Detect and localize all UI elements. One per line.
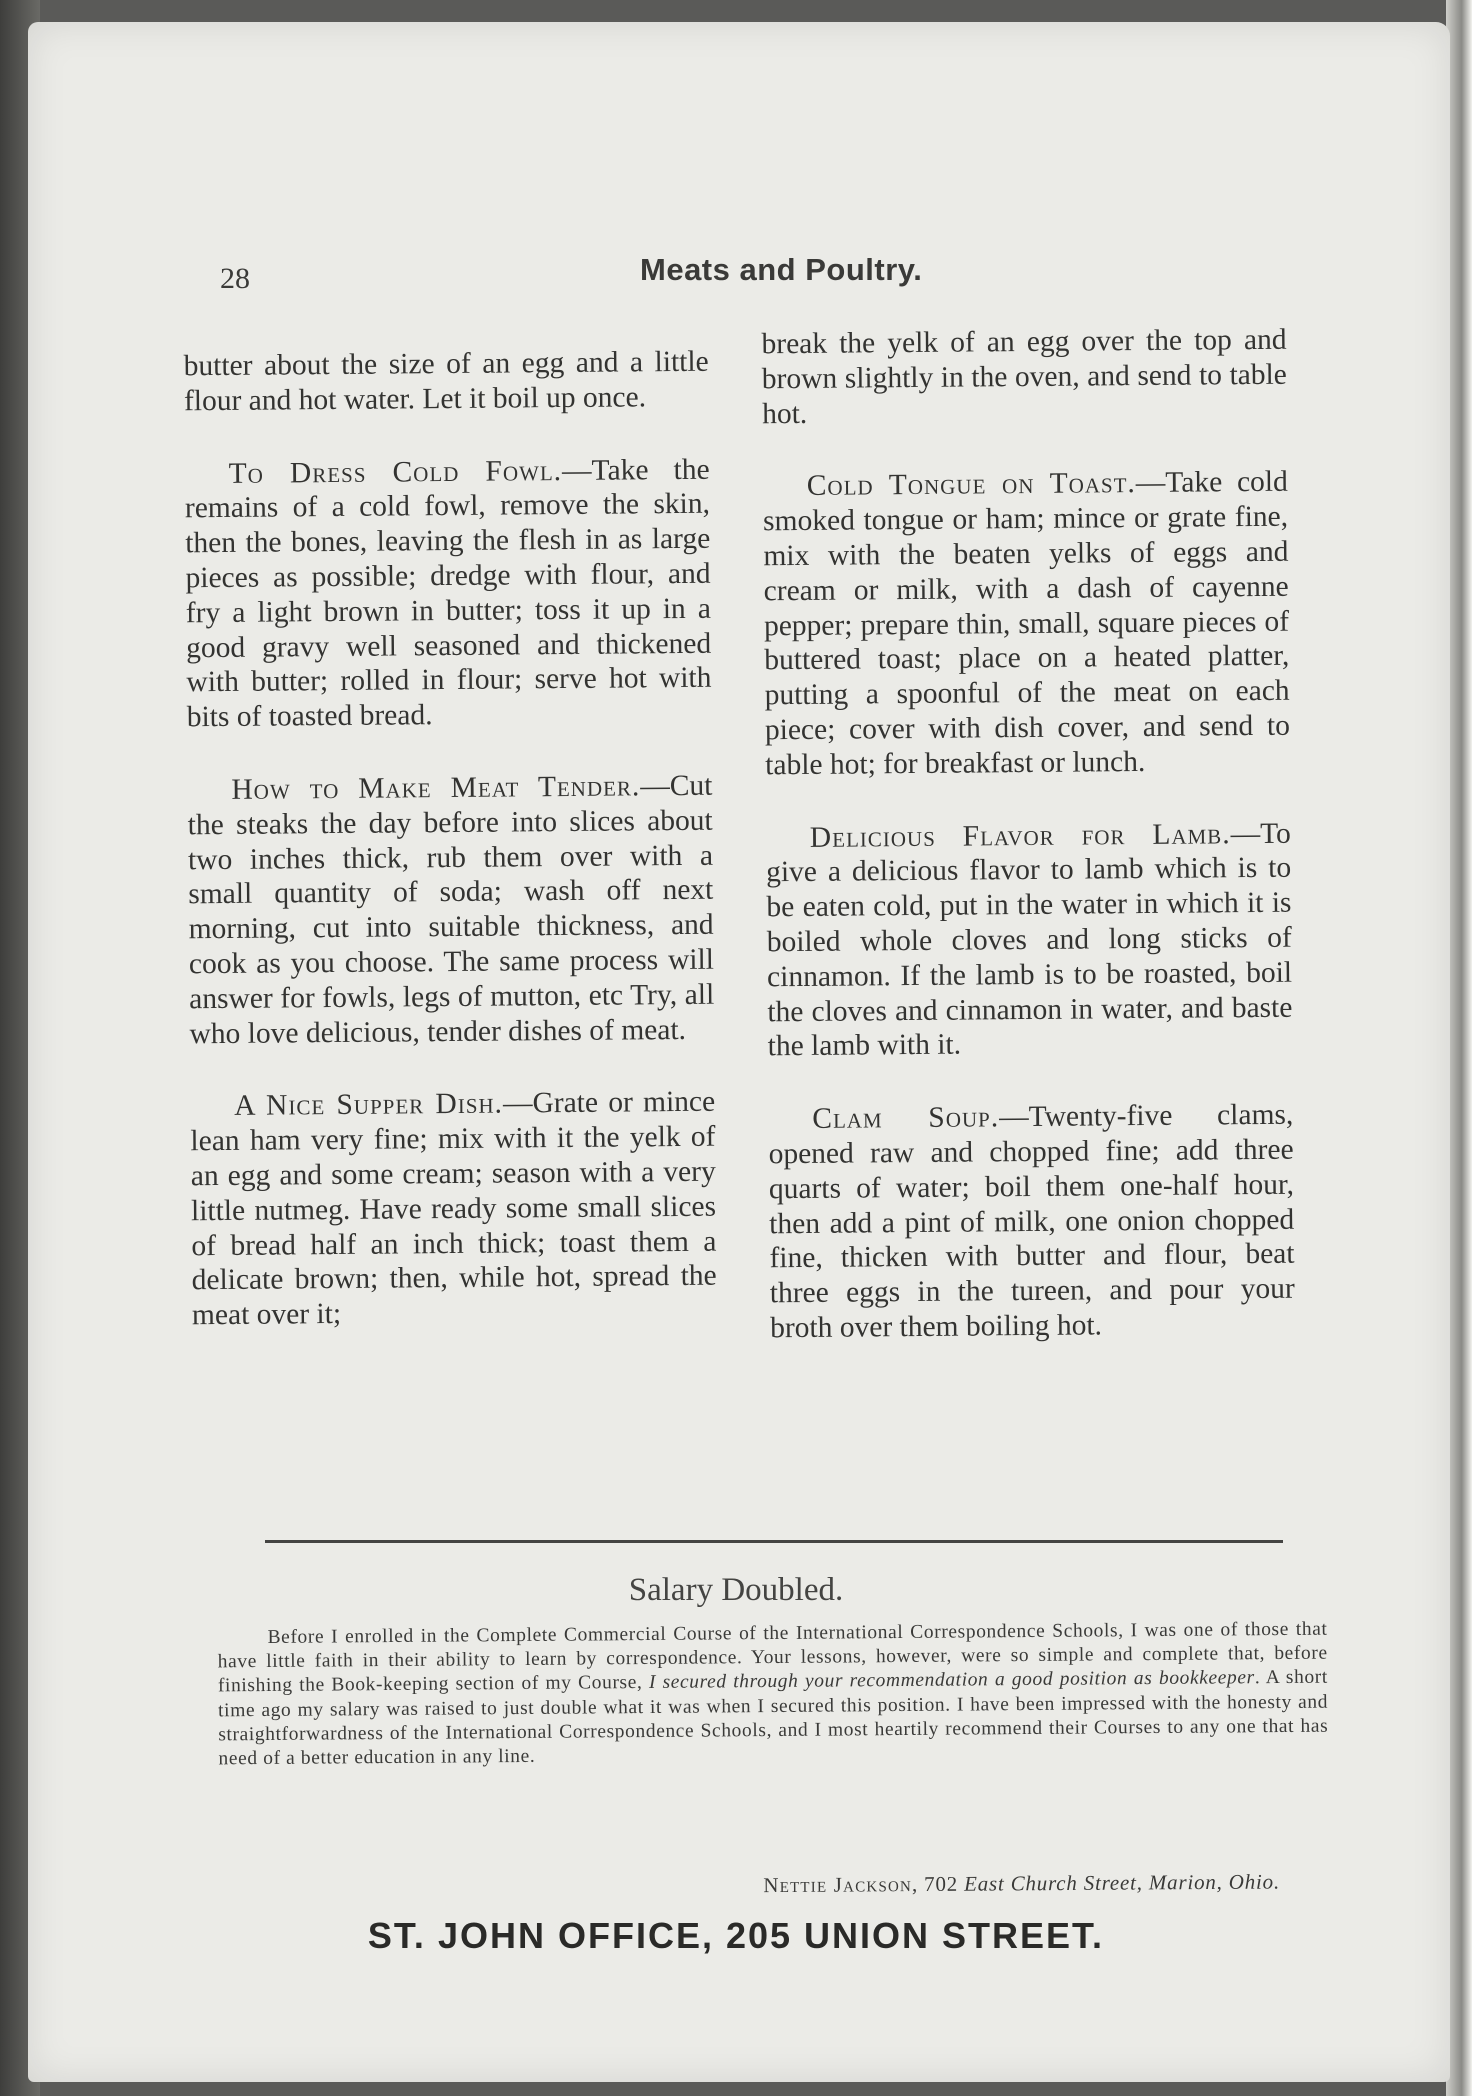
recipe-cold-tongue-on-toast	[763, 465, 1291, 783]
recipe-body: —Cut the steaks the day before into slices about two inches thick, rub them over with a small quantity of soda; wash off next morning, cut into suitable thickness, and cook as you choose. The same process will answer for fowls, legs of mutton, etc Try, all who love delicious, tender dishes of meat.	[187, 769, 715, 1050]
recipe-title: A Nice Supper Dish.	[234, 1087, 504, 1123]
recipe-nice-supper-dish	[190, 1085, 717, 1333]
recipe-body: —Twenty-five clams, opened raw and chopped fine; add three quarts of water; boil them one-half hour, then add a pint of milk, one onion chopped fine, thicken with butter and flour, beat three eggs in the tureen, and pour your broth over them boiling hot.	[768, 1098, 1295, 1345]
recipe-make-meat-tender	[187, 769, 714, 1052]
office-address-footer: ST. JOHN OFFICE, 205 UNION STREET.	[367, 1915, 1105, 1956]
page-number: 28	[220, 262, 250, 295]
section-divider	[265, 1540, 1283, 1543]
testimonial-title: Salary Doubled.	[628, 1572, 844, 1608]
testimonial-text-italic: I secured through your recommendation a good position as bookkeeper	[648, 1667, 1255, 1694]
right-column	[761, 323, 1295, 1384]
recipe-clam-soup	[768, 1098, 1295, 1346]
signer-address: East Church Street, Marion, Ohio.	[963, 1869, 1281, 1896]
recipe-body: —To give a delicious flavor to lamb which is to be eaten cold, put in the water in which it is boiled whole cloves and long sticks of cinnamon. If the lamb is to be roasted, boil the cloves and cinnamon in water, and baste the lamb with it.	[766, 817, 1293, 1063]
signer-number: , 702	[911, 1871, 965, 1897]
left-column	[184, 345, 718, 1371]
testimonial-body	[217, 1618, 1328, 1772]
running-head: Meats and Poultry.	[640, 252, 923, 287]
right-paragraph-continuation: break the yelk of an egg over the top and brown slightly in the oven, and send to table hot.	[761, 323, 1287, 430]
recipe-flavor-for-lamb	[766, 816, 1293, 1064]
recipe-body: —Take the remains of a cold fowl, remove the skin, then the bones, leaving the flesh in as large pieces as possible; dredge with flour, and fry a light brown in butter; toss it up in a good gravy well seasoned and thickened with butter; rolled in flour; serve hot with bits of toasted bread.	[184, 453, 712, 734]
recipe-title: Delicious Flavor for Lamb.	[809, 817, 1231, 854]
recipe-title: How to Make Meat Tender.	[231, 770, 641, 806]
recipe-body: —Grate or mince lean ham very fine; mix with it the yelk of an egg and some cream; season with a very little nutmeg. Have ready some small slices of bread half an inch thick; toast them a delicate brown; then, while hot, spread the meat over it;	[190, 1086, 717, 1332]
testimonial-text-start: Before I enrolled in the Complete Commercial Course of the International Correspondence Schools, I was one of those that have little faith in their ability to learn by correspondence. Your lessons, however, were so simple and complete that, before finishing the Book-keeping section of my Course,	[217, 1618, 1328, 1697]
recipe-title: To Dress Cold Fowl.	[228, 454, 563, 490]
recipe-body: —Take cold smoked tongue or ham; mince or grate fine, mix with the beaten yelks of eggs and cream or milk, with a dash of cayenne pepper; prepare thin, small, square pieces of buttered toast; place on a heated platter, putting a spoonful of the meat on each piece; cover with dish cover, and send to table hot; for breakfast or lunch.	[762, 466, 1291, 782]
testimonial-signature	[570, 1870, 1280, 1900]
recipe-title: Cold Tongue on Toast.	[806, 467, 1136, 503]
signer-name: Nettie Jackson	[763, 1872, 913, 1898]
recipe-dress-cold-fowl	[184, 452, 711, 735]
left-paragraph-continuation: butter about the size of an egg and a little flour and hot water. Let it boil up once.	[183, 345, 709, 418]
recipe-title: Clam Soup.	[812, 1101, 1000, 1136]
testimonial-text-end: . A short time ago my salary was raised to just double what it was when I secured this position. I have been impressed with the honesty and straightforwardness of the International Correspondence Schools, and I most heartily recommend their Courses to any one that has need of a better education in any line.	[218, 1667, 1329, 1770]
